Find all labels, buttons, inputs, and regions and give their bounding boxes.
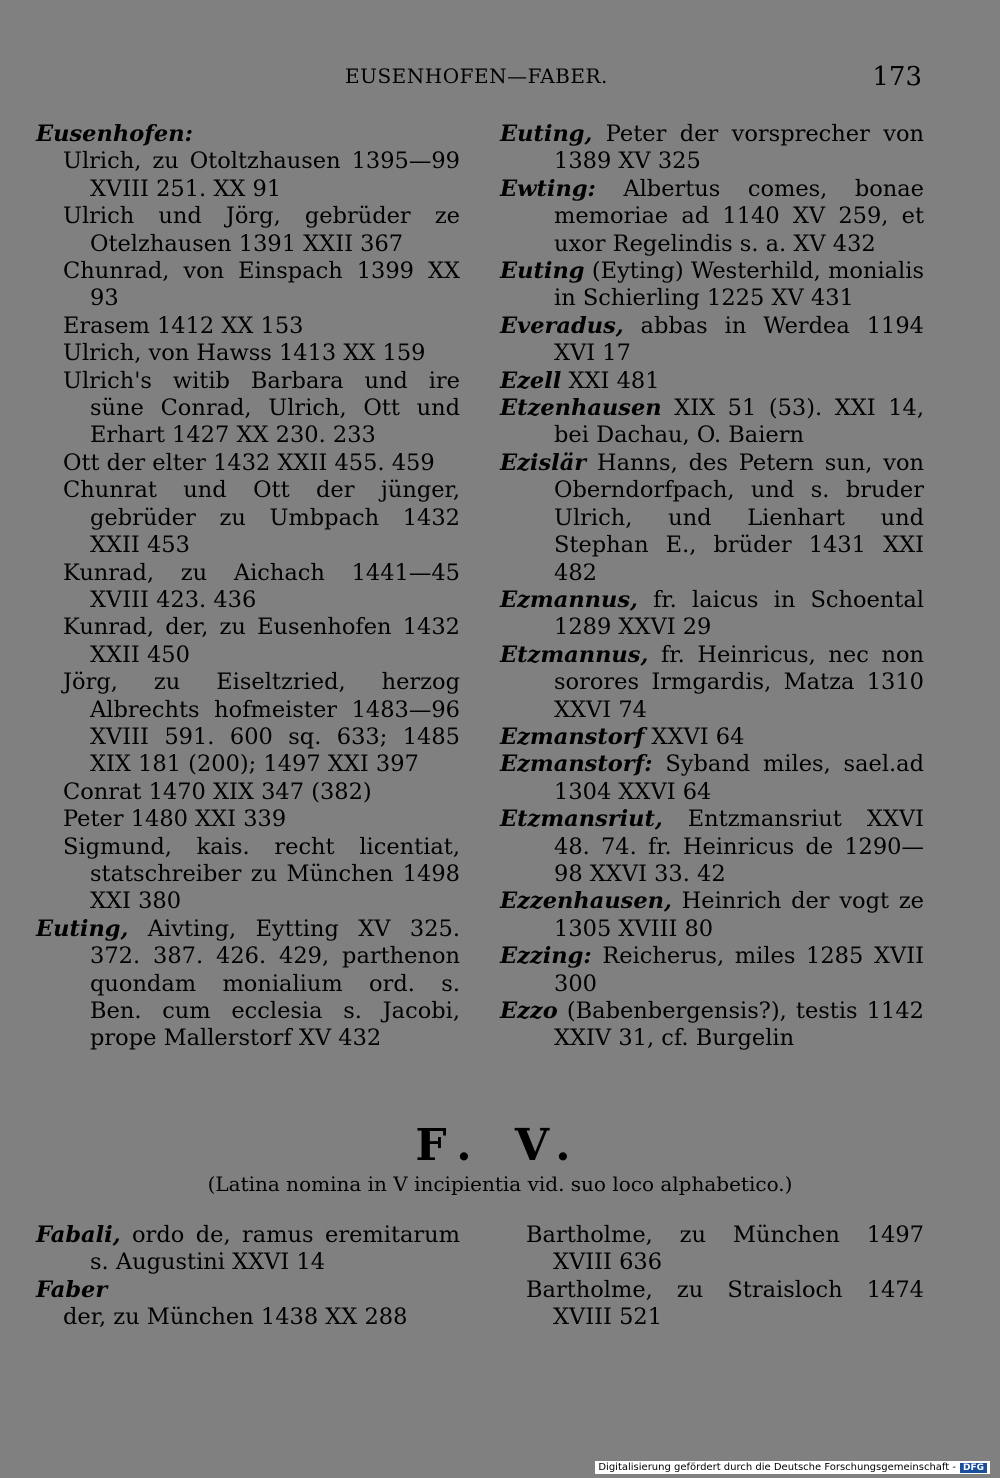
index-entry (500, 943, 924, 998)
index-entry (36, 148, 460, 203)
index-entry (500, 888, 924, 943)
lemma: Everadus, (500, 312, 624, 339)
entry-text: Sigmund, kais. recht licentiat, statschreiber zu München 1498 XXI 380 (63, 833, 460, 915)
index-heading (36, 121, 460, 148)
page-number: 173 (872, 62, 922, 92)
entry-text: Aivting, Eytting XV 325. 372. 387. 426. 429, parthenon quondam monialium ord. s. Ben. cum ecclesia s. Jacobi, prope Mallerstorf XV 432 (90, 915, 460, 1052)
entry-text: (Babenbergensis?), testis 1142 XXIV 31, cf. Burgelin (554, 998, 924, 1052)
index-entry (500, 450, 924, 587)
entry-text: Bartholme, zu München 1497 XVIII 636 (526, 1222, 924, 1276)
page-header (0, 62, 1000, 96)
lemma: Ezmanstorf (500, 723, 645, 750)
index-entry (500, 998, 924, 1053)
entry-text: Entzmansriut XXVI 48. 74. fr. Heinricus de 1290—98 XXVI 33. 42 (554, 806, 924, 887)
lemma: Ezmanstorf: (500, 751, 653, 778)
index-heading (36, 1277, 460, 1304)
entry-text: XXVI 64 (644, 723, 745, 750)
entry-text: Ulrich, zu Otoltzhausen 1395—99 XVIII 251. XX 91 (63, 148, 460, 202)
entry-text: Reicherus, miles 1285 XVII 300 (554, 943, 924, 997)
lemma: Ewting: (500, 175, 596, 202)
index-entry (36, 477, 460, 559)
entry-text: Ulrich's witib Barbara und ire süne Conrad, Ulrich, Ott und Erhart 1427 XX 230. 233 (63, 367, 460, 449)
entry-text: Chunrat und Ott der jünger, gebrüder zu Umbpach 1432 XXII 453 (63, 477, 460, 559)
lemma: Etzmansriut, (500, 806, 663, 833)
index-entry (36, 368, 460, 450)
entry-text: Ulrich, von Hawss 1413 XX 159 (63, 340, 426, 367)
lemma: Eusenhofen: (36, 121, 193, 147)
left-column (36, 121, 460, 1053)
entry-text: Kunrad, zu Aichach 1441—45 XVIII 423. 436 (63, 559, 460, 613)
lemma: Ezzenhausen, (500, 888, 672, 915)
index-entry (36, 313, 460, 340)
index-entry (500, 395, 924, 450)
lemma: Euting, (500, 121, 593, 147)
index-entry (36, 669, 460, 779)
right-column-2 (526, 1222, 924, 1332)
index-entry (36, 1304, 460, 1331)
lemma: Faber (36, 1276, 108, 1303)
dfg-logo-icon: DFG (960, 1463, 987, 1473)
entry-text: ordo de, ramus eremitarum s. Augustini XXVI 14 (90, 1222, 460, 1276)
entry-text: der, zu München 1438 XX 288 (63, 1304, 408, 1331)
lemma: Etzenhausen (500, 395, 662, 422)
lemma: Etzmannus, (500, 641, 649, 668)
section-title: F. V. (415, 1120, 585, 1171)
entry-text: Bartholme, zu Straisloch 1474 XVIII 521 (526, 1276, 924, 1331)
index-entry (36, 614, 460, 669)
index-entry (500, 751, 924, 806)
index-entry (36, 834, 460, 916)
index-entry (500, 313, 924, 368)
entry-text: fr. laicus in Schoental 1289 XXVI 29 (554, 586, 924, 641)
lemma: Euting (500, 258, 585, 285)
lemma: Ezzing: (500, 943, 592, 970)
entry-text: Syband miles, sael.ad 1304 XXVI 64 (554, 751, 924, 805)
index-entry (36, 916, 460, 1053)
index-entry (500, 642, 924, 724)
lemma: Ezmannus, (500, 586, 638, 613)
lemma: Ezell (500, 367, 562, 394)
index-entry (36, 340, 460, 367)
entry-text: Peter der vorsprecher von 1389 XV 325 (554, 121, 924, 175)
index-entry (500, 258, 924, 313)
entry-text: Hanns, des Petern sun, von Oberndorfpach, und s. bruder Ulrich, und Lienhart und Stephan E., brüder 1431 XXI 482 (554, 449, 924, 586)
entry-text: XIX 51 (53). XXI 14, bei Dachau, O. Baiern (554, 395, 924, 449)
index-entry (36, 806, 460, 833)
index-entry (500, 176, 924, 258)
index-entry (36, 450, 460, 477)
entry-text: Albertus comes, bonae memoriae ad 1140 XV 259, et uxor Regelindis s. a. XV 432 (554, 175, 924, 257)
entry-text: abbas in Werdea 1194 XVI 17 (554, 312, 924, 367)
index-entry (500, 587, 924, 642)
dfg-footer (595, 1461, 990, 1474)
lemma: Ezislär (500, 449, 587, 476)
entry-text: XXI 481 (561, 367, 660, 394)
section-note: (Latina nomina in V incipientia vid. suo loco alphabetico.) (207, 1172, 793, 1196)
index-entry (36, 1222, 460, 1277)
entry-text: (Eyting) Westerhild, monialis in Schierling 1225 XV 431 (554, 258, 924, 312)
entry-text: fr. Heinricus, nec non sorores Irmgardis, Matza 1310 XXVI 74 (554, 641, 924, 723)
index-entry (36, 203, 460, 258)
index-entry (36, 779, 460, 806)
entry-text: Ott der elter 1432 XXII 455. 459 (63, 449, 435, 476)
entry-text: Heinrich der vogt ze 1305 XVIII 80 (554, 888, 924, 942)
footer-text: Digitalisierung gefördert durch die Deutsche Forschungsgemeinschaft - (598, 1462, 956, 1473)
running-title: EUSENHOFEN—FABER. (345, 64, 608, 88)
index-entry (526, 1222, 924, 1277)
entry-text: Conrat 1470 XIX 347 (382) (63, 778, 372, 805)
entry-text: Jörg, zu Eiseltzried, herzog Albrechts hofmeister 1483—96 XVIII 591. 600 sq. 633; 1485 XIX 181 (200); 1497 XXI 397 (63, 669, 460, 778)
index-entry (36, 560, 460, 615)
entry-text: Erasem 1412 XX 153 (63, 312, 304, 339)
index-entry (500, 806, 924, 888)
index-entry (500, 121, 924, 176)
entry-text: Peter 1480 XXI 339 (63, 806, 287, 833)
index-entry (500, 724, 924, 751)
index-entry (36, 258, 460, 313)
lemma: Ezzo (500, 998, 558, 1024)
entry-text: Chunrad, von Einspach 1399 XX 93 (63, 258, 460, 312)
left-column-2 (36, 1222, 460, 1332)
lemma: Euting, (36, 915, 129, 942)
index-entry (526, 1277, 924, 1332)
right-column (500, 121, 924, 1053)
lemma: Fabali, (36, 1222, 121, 1248)
index-entry (500, 368, 924, 395)
entry-text: Kunrad, der, zu Eusenhofen 1432 XXII 450 (63, 614, 460, 668)
entry-text: Ulrich und Jörg, gebrüder ze Otelzhausen 1391 XXII 367 (63, 203, 460, 257)
